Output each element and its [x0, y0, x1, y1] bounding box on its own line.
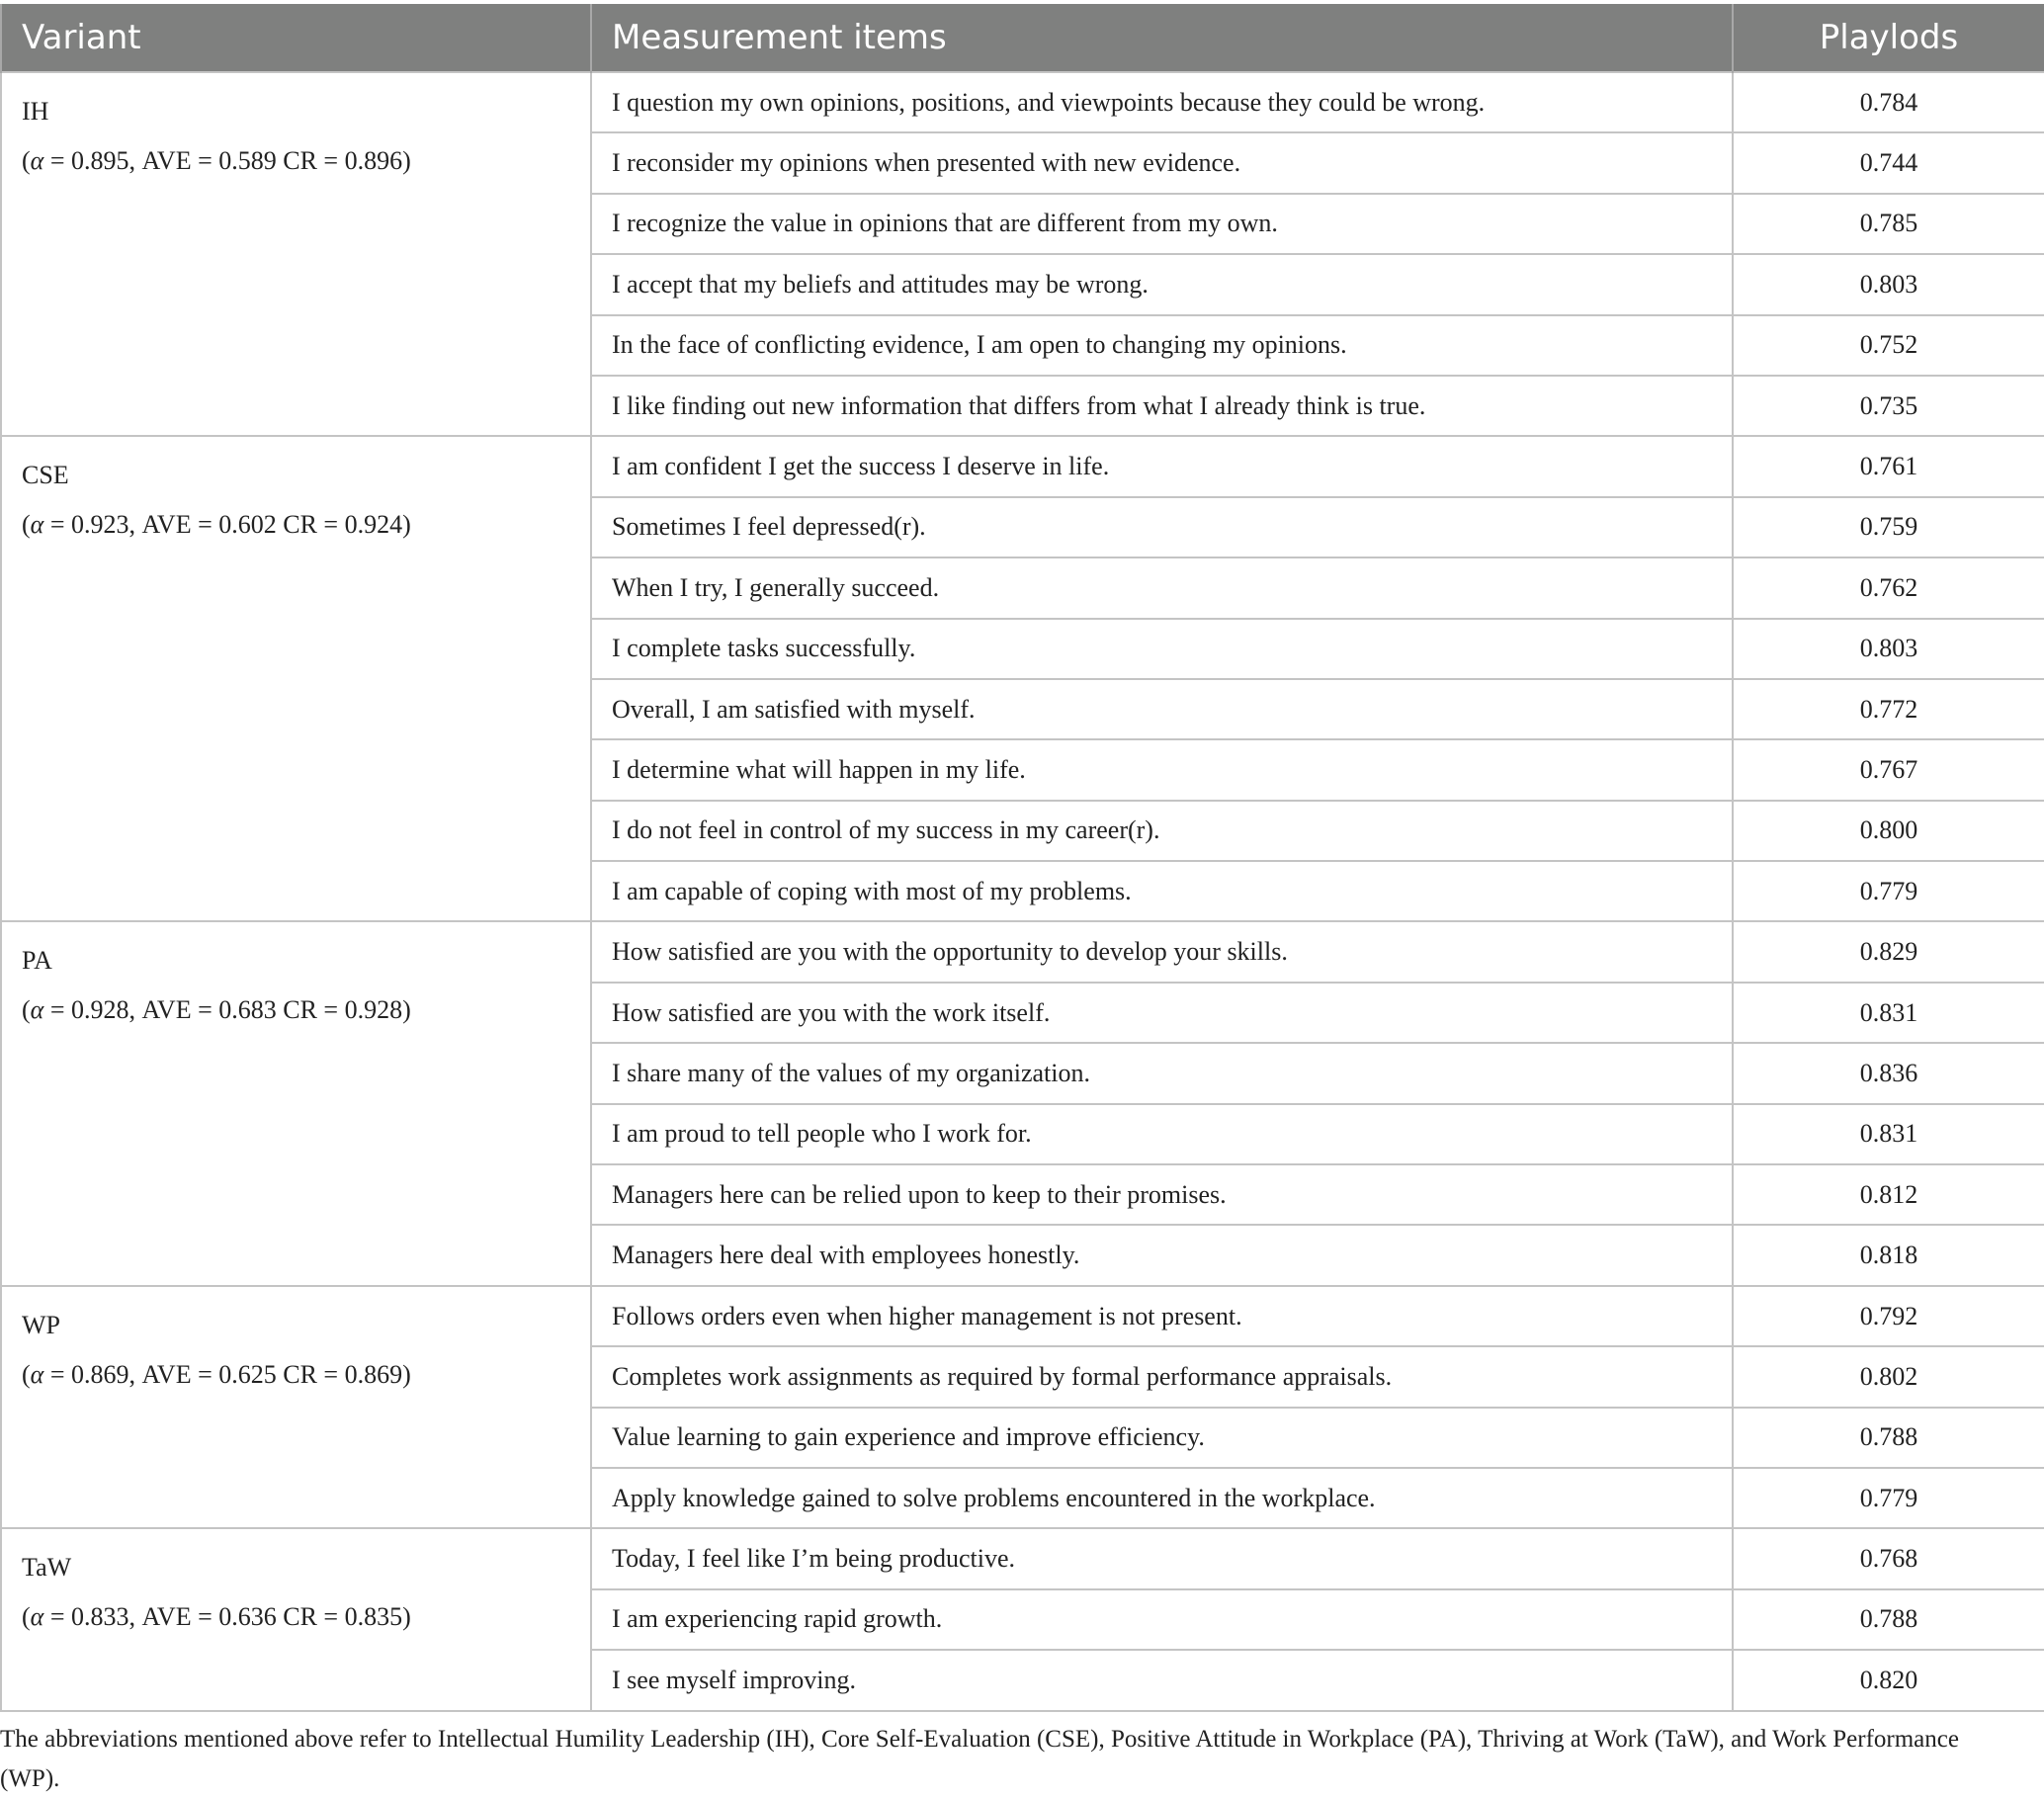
item-text: How satisfied are you with the work itself.: [591, 983, 1733, 1043]
variant-cell: [1, 1528, 591, 1710]
item-text: I like finding out new information that differs from what I already think is true.: [591, 376, 1733, 436]
table-row: [1, 72, 2044, 132]
table-row: [1, 1286, 2044, 1346]
loading-value: 0.752: [1733, 315, 2044, 376]
table-row: [1, 921, 2044, 982]
variant-stats: (α = 0.833, AVE = 0.636 CR = 0.835): [22, 1602, 411, 1632]
header-loads: Playlods: [1733, 4, 2044, 72]
loading-value: 0.831: [1733, 1104, 2044, 1164]
footnote: The abbreviations mentioned above refer to Intellectual Humility Leadership (IH), Core Self-Evaluation (CSE), Positive Attitude in Workplace (PA), Thriving at Work (TaW), and Work Performance (WP).: [0, 1726, 1959, 1792]
item-text: Overall, I am satisfied with myself.: [591, 679, 1733, 739]
item-text: I reconsider my opinions when presented with new evidence.: [591, 132, 1733, 193]
loading-value: 0.829: [1733, 921, 2044, 982]
loading-value: 0.767: [1733, 739, 2044, 800]
loading-value: 0.761: [1733, 436, 2044, 496]
header-items: Measurement items: [591, 4, 1733, 72]
item-text: I share many of the values of my organization.: [591, 1043, 1733, 1103]
loading-value: 0.779: [1733, 1468, 2044, 1528]
loading-value: 0.800: [1733, 801, 2044, 861]
table-row: [1, 1528, 2044, 1588]
loading-value: 0.792: [1733, 1286, 2044, 1346]
item-text: When I try, I generally succeed.: [591, 557, 1733, 618]
loading-value: 0.820: [1733, 1650, 2044, 1710]
loading-value: 0.759: [1733, 497, 2044, 557]
item-text: I am proud to tell people who I work for.: [591, 1104, 1733, 1164]
variant-name: WP: [22, 1310, 60, 1339]
variant-cell: [1, 436, 591, 921]
item-text: How satisfied are you with the opportunity to develop your skills.: [591, 921, 1733, 982]
variant-name: IH: [22, 97, 49, 126]
item-text: Follows orders even when higher management is not present.: [591, 1286, 1733, 1346]
item-text: I question my own opinions, positions, and viewpoints because they could be wrong.: [591, 72, 1733, 132]
variant-stats: (α = 0.895, AVE = 0.589 CR = 0.896): [22, 146, 411, 175]
loading-value: 0.788: [1733, 1589, 2044, 1650]
loading-value: 0.744: [1733, 132, 2044, 193]
variant-cell: [1, 72, 591, 436]
loading-value: 0.831: [1733, 983, 2044, 1043]
variant-cell: [1, 1286, 591, 1529]
loading-value: 0.812: [1733, 1164, 2044, 1225]
header-variant: Variant: [1, 4, 591, 72]
item-text: In the face of conflicting evidence, I am open to changing my opinions.: [591, 315, 1733, 376]
item-text: I am experiencing rapid growth.: [591, 1589, 1733, 1650]
item-text: I am capable of coping with most of my problems.: [591, 861, 1733, 921]
table-row: [1, 436, 2044, 496]
item-text: Today, I feel like I’m being productive.: [591, 1528, 1733, 1588]
loading-value: 0.785: [1733, 194, 2044, 254]
variant-stats: (α = 0.923, AVE = 0.602 CR = 0.924): [22, 510, 411, 540]
variant-name: TaW: [22, 1553, 72, 1583]
header-row: [1, 4, 2044, 72]
measurement-table: [0, 4, 2044, 1712]
item-text: I accept that my beliefs and attitudes may be wrong.: [591, 254, 1733, 314]
item-text: Completes work assignments as required by formal performance appraisals.: [591, 1346, 1733, 1407]
loading-value: 0.779: [1733, 861, 2044, 921]
variant-stats: (α = 0.869, AVE = 0.625 CR = 0.869): [22, 1359, 411, 1389]
loading-value: 0.762: [1733, 557, 2044, 618]
item-text: I am confident I get the success I deserve in life.: [591, 436, 1733, 496]
item-text: Value learning to gain experience and improve efficiency.: [591, 1408, 1733, 1468]
item-text: I do not feel in control of my success in my career(r).: [591, 801, 1733, 861]
item-text: Sometimes I feel depressed(r).: [591, 497, 1733, 557]
variant-name: CSE: [22, 461, 69, 490]
loading-value: 0.818: [1733, 1225, 2044, 1285]
item-text: I see myself improving.: [591, 1650, 1733, 1710]
variant-cell: [1, 921, 591, 1285]
loading-value: 0.803: [1733, 619, 2044, 679]
variant-name: PA: [22, 946, 52, 976]
loading-value: 0.788: [1733, 1408, 2044, 1468]
item-text: I complete tasks successfully.: [591, 619, 1733, 679]
item-text: Apply knowledge gained to solve problems encountered in the workplace.: [591, 1468, 1733, 1528]
variant-stats: (α = 0.928, AVE = 0.683 CR = 0.928): [22, 995, 411, 1025]
item-text: I recognize the value in opinions that are different from my own.: [591, 194, 1733, 254]
item-text: I determine what will happen in my life.: [591, 739, 1733, 800]
loading-value: 0.784: [1733, 72, 2044, 132]
item-text: Managers here can be relied upon to keep to their promises.: [591, 1164, 1733, 1225]
loading-value: 0.772: [1733, 679, 2044, 739]
loading-value: 0.802: [1733, 1346, 2044, 1407]
loading-value: 0.735: [1733, 376, 2044, 436]
loading-value: 0.836: [1733, 1043, 2044, 1103]
loading-value: 0.803: [1733, 254, 2044, 314]
loading-value: 0.768: [1733, 1528, 2044, 1588]
item-text: Managers here deal with employees honestly.: [591, 1225, 1733, 1285]
